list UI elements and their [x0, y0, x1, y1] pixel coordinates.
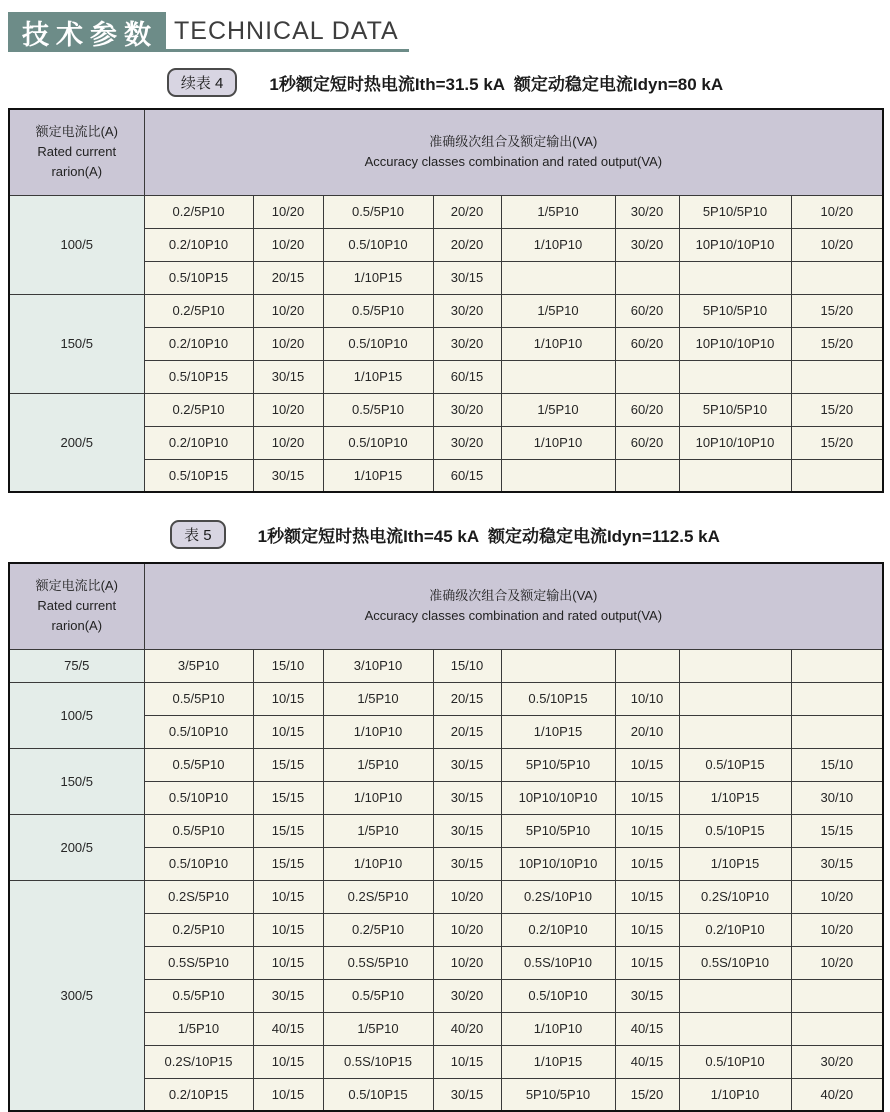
data-cell: 1/10P15: [679, 781, 791, 814]
data-cell: 10/20: [253, 426, 323, 459]
data-cell: 1/10P15: [501, 1045, 615, 1078]
data-cell: 15/20: [615, 1078, 679, 1111]
data-cell: 0.5/10P10: [144, 847, 253, 880]
data-cell: 40/15: [253, 1012, 323, 1045]
empty-cell: [501, 649, 615, 682]
empty-cell: [791, 682, 883, 715]
data-cell: 15/20: [791, 294, 883, 327]
data-cell: 30/15: [433, 781, 501, 814]
data-cell: 1/10P15: [501, 715, 615, 748]
data-cell: 1/10P15: [323, 360, 433, 393]
empty-cell: [791, 715, 883, 748]
technical-data-table-5: [8, 562, 884, 1112]
data-cell: 0.2S/5P10: [144, 880, 253, 913]
empty-cell: [679, 261, 791, 294]
data-cell: 5P10/5P10: [679, 195, 791, 228]
data-cell: 10/15: [615, 913, 679, 946]
empty-cell: [791, 360, 883, 393]
data-cell: 0.5/5P10: [144, 748, 253, 781]
data-cell: 0.5/5P10: [144, 979, 253, 1012]
empty-cell: [679, 715, 791, 748]
data-cell: 15/15: [253, 748, 323, 781]
ratio-column-header: [9, 563, 144, 649]
table-header-row: [9, 109, 883, 195]
data-cell: 30/20: [433, 979, 501, 1012]
empty-cell: [791, 1012, 883, 1045]
data-cell: 0.2/5P10: [144, 195, 253, 228]
rated-current-ratio-cell: 150/5: [9, 748, 144, 814]
data-cell: 0.5S/5P10: [323, 946, 433, 979]
data-cell: 60/20: [615, 426, 679, 459]
data-cell: 0.2/10P10: [501, 913, 615, 946]
data-cell: 0.5S/10P10: [501, 946, 615, 979]
page-title-en: TECHNICAL DATA: [166, 16, 409, 52]
data-cell: 30/15: [433, 261, 501, 294]
data-cell: 0.5/5P10: [144, 814, 253, 847]
table4-title: 1秒额定短时热电流Ith=31.5 kA 额定动稳定电流Idyn=80 kA: [269, 75, 724, 94]
table-row: [9, 195, 883, 228]
data-cell: 5P10/5P10: [501, 1078, 615, 1111]
data-cell: 0.5S/10P10: [679, 946, 791, 979]
data-cell: 15/10: [791, 748, 883, 781]
ratio-header-en2: rarion(A): [51, 164, 103, 180]
data-cell: 20/15: [253, 261, 323, 294]
data-cell: 60/20: [615, 327, 679, 360]
data-cell: 30/15: [253, 360, 323, 393]
ratio-header-en1: Rated current: [37, 598, 117, 614]
data-cell: 0.5/5P10: [323, 979, 433, 1012]
data-cell: 10P10/10P10: [679, 228, 791, 261]
data-cell: 15/20: [791, 327, 883, 360]
empty-cell: [791, 649, 883, 682]
data-cell: 0.2/10P15: [144, 1078, 253, 1111]
data-cell: 1/5P10: [144, 1012, 253, 1045]
data-cell: 15/15: [253, 814, 323, 847]
data-cell: 10/10: [615, 682, 679, 715]
data-cell: 30/15: [253, 979, 323, 1012]
data-cell: 0.2/5P10: [144, 913, 253, 946]
data-cell: 0.5/10P15: [679, 748, 791, 781]
page-title-cn: 技术参数: [8, 12, 166, 52]
data-cell: 30/20: [615, 228, 679, 261]
data-cell: 10/20: [253, 228, 323, 261]
data-cell: 1/10P10: [501, 327, 615, 360]
data-cell: 15/10: [253, 649, 323, 682]
data-cell: 10P10/10P10: [501, 781, 615, 814]
table4-title-line: [8, 68, 882, 97]
data-cell: 10/20: [791, 880, 883, 913]
table-row: [9, 748, 883, 781]
data-cell: 5P10/5P10: [679, 393, 791, 426]
empty-cell: [791, 261, 883, 294]
rated-current-ratio-cell: 75/5: [9, 649, 144, 682]
table-row: [9, 814, 883, 847]
accuracy-header-cn: 准确级次组合及额定输出(VA): [429, 134, 598, 150]
data-cell: 30/15: [615, 979, 679, 1012]
data-cell: 0.5/10P15: [144, 459, 253, 492]
ratio-header-en1: Rated current: [37, 144, 117, 160]
table5-title: 1秒额定短时热电流Ith=45 kA 额定动稳定电流Idyn=112.5 kA: [257, 527, 720, 546]
data-cell: 5P10/5P10: [679, 294, 791, 327]
data-cell: 60/20: [615, 294, 679, 327]
rated-current-ratio-cell: 150/5: [9, 294, 144, 393]
data-cell: 1/10P10: [323, 847, 433, 880]
rated-current-ratio-cell: 200/5: [9, 393, 144, 492]
data-cell: 0.2/10P10: [679, 913, 791, 946]
data-cell: 10/15: [253, 715, 323, 748]
data-cell: 20/10: [615, 715, 679, 748]
data-cell: 10/15: [253, 1045, 323, 1078]
accuracy-column-header: [144, 109, 883, 195]
data-cell: 0.2S/10P10: [679, 880, 791, 913]
ratio-header-en2: rarion(A): [51, 618, 103, 634]
data-cell: 1/10P15: [323, 261, 433, 294]
data-cell: 10/15: [615, 880, 679, 913]
data-cell: 30/20: [433, 327, 501, 360]
data-cell: 10/15: [615, 946, 679, 979]
data-cell: 1/5P10: [323, 748, 433, 781]
data-cell: 10/20: [791, 195, 883, 228]
accuracy-column-header: [144, 563, 883, 649]
data-cell: 0.2/5P10: [144, 294, 253, 327]
data-cell: 10/20: [253, 195, 323, 228]
data-cell: 40/20: [791, 1078, 883, 1111]
data-cell: 0.5/10P10: [323, 426, 433, 459]
rated-current-ratio-cell: 100/5: [9, 682, 144, 748]
data-cell: 10/20: [791, 228, 883, 261]
data-cell: 0.5/10P10: [501, 979, 615, 1012]
data-cell: 10/20: [791, 946, 883, 979]
data-cell: 0.5/10P15: [323, 1078, 433, 1111]
data-cell: 15/15: [253, 781, 323, 814]
data-cell: 0.5/10P10: [144, 715, 253, 748]
data-cell: 30/20: [615, 195, 679, 228]
data-cell: 10/15: [433, 1045, 501, 1078]
data-cell: 10/20: [253, 393, 323, 426]
data-cell: 1/10P15: [679, 847, 791, 880]
data-cell: 3/10P10: [323, 649, 433, 682]
data-cell: 5P10/5P10: [501, 748, 615, 781]
data-cell: 10/15: [253, 682, 323, 715]
data-cell: 1/10P10: [323, 715, 433, 748]
data-cell: 1/5P10: [323, 682, 433, 715]
accuracy-header-en: Accuracy classes combination and rated output(VA): [364, 608, 663, 624]
data-cell: 10/20: [253, 327, 323, 360]
empty-cell: [679, 360, 791, 393]
data-cell: 20/20: [433, 228, 501, 261]
data-cell: 5P10/5P10: [501, 814, 615, 847]
data-cell: 1/10P10: [501, 1012, 615, 1045]
data-cell: 0.5/10P10: [323, 228, 433, 261]
data-cell: 1/5P10: [323, 1012, 433, 1045]
ratio-header-cn: 额定电流比(A): [35, 124, 118, 140]
empty-cell: [679, 1012, 791, 1045]
data-cell: 0.5/10P15: [501, 682, 615, 715]
data-cell: 10/20: [433, 913, 501, 946]
table-row: [9, 649, 883, 682]
data-cell: 30/15: [433, 847, 501, 880]
data-cell: 30/15: [253, 459, 323, 492]
data-cell: 10/15: [615, 814, 679, 847]
empty-cell: [615, 261, 679, 294]
data-cell: 0.5/5P10: [323, 294, 433, 327]
data-cell: 10/20: [791, 913, 883, 946]
data-cell: 10P10/10P10: [501, 847, 615, 880]
table5-title-line: [8, 520, 882, 549]
data-cell: 1/10P10: [501, 228, 615, 261]
data-cell: 15/15: [791, 814, 883, 847]
data-cell: 30/15: [433, 1078, 501, 1111]
table-row: [9, 294, 883, 327]
data-cell: 15/20: [791, 426, 883, 459]
data-cell: 15/10: [433, 649, 501, 682]
data-cell: 0.2/10P10: [144, 426, 253, 459]
data-cell: 3/5P10: [144, 649, 253, 682]
empty-cell: [791, 979, 883, 1012]
empty-cell: [679, 979, 791, 1012]
empty-cell: [501, 360, 615, 393]
data-cell: 60/15: [433, 459, 501, 492]
data-cell: 10/20: [253, 294, 323, 327]
accuracy-header-cn: 准确级次组合及额定输出(VA): [429, 588, 598, 604]
table-row: [9, 880, 883, 913]
data-cell: 30/20: [433, 393, 501, 426]
ratio-column-header: [9, 109, 144, 195]
empty-cell: [615, 360, 679, 393]
data-cell: 0.2/10P10: [144, 228, 253, 261]
rated-current-ratio-cell: 300/5: [9, 880, 144, 1111]
data-cell: 1/10P10: [323, 781, 433, 814]
ratio-header-cn: 额定电流比(A): [35, 578, 118, 594]
data-cell: 0.2S/10P10: [501, 880, 615, 913]
data-cell: 1/10P15: [323, 459, 433, 492]
data-cell: 0.5S/10P15: [323, 1045, 433, 1078]
data-cell: 40/20: [433, 1012, 501, 1045]
data-cell: 0.2/5P10: [323, 913, 433, 946]
data-cell: 0.5/5P10: [323, 393, 433, 426]
rated-current-ratio-cell: 200/5: [9, 814, 144, 880]
data-cell: 0.2S/5P10: [323, 880, 433, 913]
data-cell: 20/15: [433, 682, 501, 715]
data-cell: 0.5/10P15: [144, 261, 253, 294]
data-cell: 30/20: [433, 294, 501, 327]
data-cell: 0.2S/10P15: [144, 1045, 253, 1078]
page-header: [8, 10, 882, 52]
data-cell: 10/15: [615, 847, 679, 880]
data-cell: 10/20: [433, 880, 501, 913]
data-cell: 0.5/10P15: [144, 360, 253, 393]
table-header-row: [9, 563, 883, 649]
data-cell: 30/20: [791, 1045, 883, 1078]
table4-badge: 续表 4: [167, 68, 238, 97]
data-cell: 10P10/10P10: [679, 426, 791, 459]
data-cell: 0.2/10P10: [144, 327, 253, 360]
data-cell: 1/5P10: [501, 195, 615, 228]
data-cell: 10/15: [615, 781, 679, 814]
data-cell: 15/15: [253, 847, 323, 880]
data-cell: 10/15: [253, 1078, 323, 1111]
data-cell: 10/15: [253, 913, 323, 946]
data-cell: 20/20: [433, 195, 501, 228]
data-cell: 40/15: [615, 1012, 679, 1045]
empty-cell: [791, 459, 883, 492]
data-cell: 15/20: [791, 393, 883, 426]
data-cell: 1/5P10: [501, 393, 615, 426]
table-row: [9, 682, 883, 715]
data-cell: 10/15: [615, 748, 679, 781]
data-cell: 60/15: [433, 360, 501, 393]
table-row: [9, 393, 883, 426]
technical-data-table-4: [8, 108, 884, 493]
empty-cell: [615, 649, 679, 682]
data-cell: 30/15: [791, 847, 883, 880]
data-cell: 10/15: [253, 880, 323, 913]
data-cell: 30/15: [433, 748, 501, 781]
table5-badge: 表 5: [170, 520, 226, 549]
data-cell: 10/15: [253, 946, 323, 979]
data-cell: 0.5/10P15: [679, 814, 791, 847]
data-cell: 30/10: [791, 781, 883, 814]
data-cell: 0.5/10P10: [144, 781, 253, 814]
data-cell: 1/5P10: [323, 814, 433, 847]
empty-cell: [615, 459, 679, 492]
data-cell: 1/5P10: [501, 294, 615, 327]
data-cell: 0.5/10P10: [323, 327, 433, 360]
data-cell: 1/10P10: [679, 1078, 791, 1111]
data-cell: 40/15: [615, 1045, 679, 1078]
data-cell: 30/15: [433, 814, 501, 847]
data-cell: 30/20: [433, 426, 501, 459]
data-cell: 0.5S/5P10: [144, 946, 253, 979]
empty-cell: [679, 649, 791, 682]
empty-cell: [679, 459, 791, 492]
data-cell: 0.5/10P10: [679, 1045, 791, 1078]
rated-current-ratio-cell: 100/5: [9, 195, 144, 294]
empty-cell: [679, 682, 791, 715]
empty-cell: [501, 459, 615, 492]
data-cell: 10P10/10P10: [679, 327, 791, 360]
data-cell: 1/10P10: [501, 426, 615, 459]
data-cell: 0.5/5P10: [323, 195, 433, 228]
empty-cell: [501, 261, 615, 294]
data-cell: 10/20: [433, 946, 501, 979]
data-cell: 0.2/5P10: [144, 393, 253, 426]
data-cell: 60/20: [615, 393, 679, 426]
accuracy-header-en: Accuracy classes combination and rated output(VA): [364, 154, 663, 170]
data-cell: 0.5/5P10: [144, 682, 253, 715]
data-cell: 20/15: [433, 715, 501, 748]
